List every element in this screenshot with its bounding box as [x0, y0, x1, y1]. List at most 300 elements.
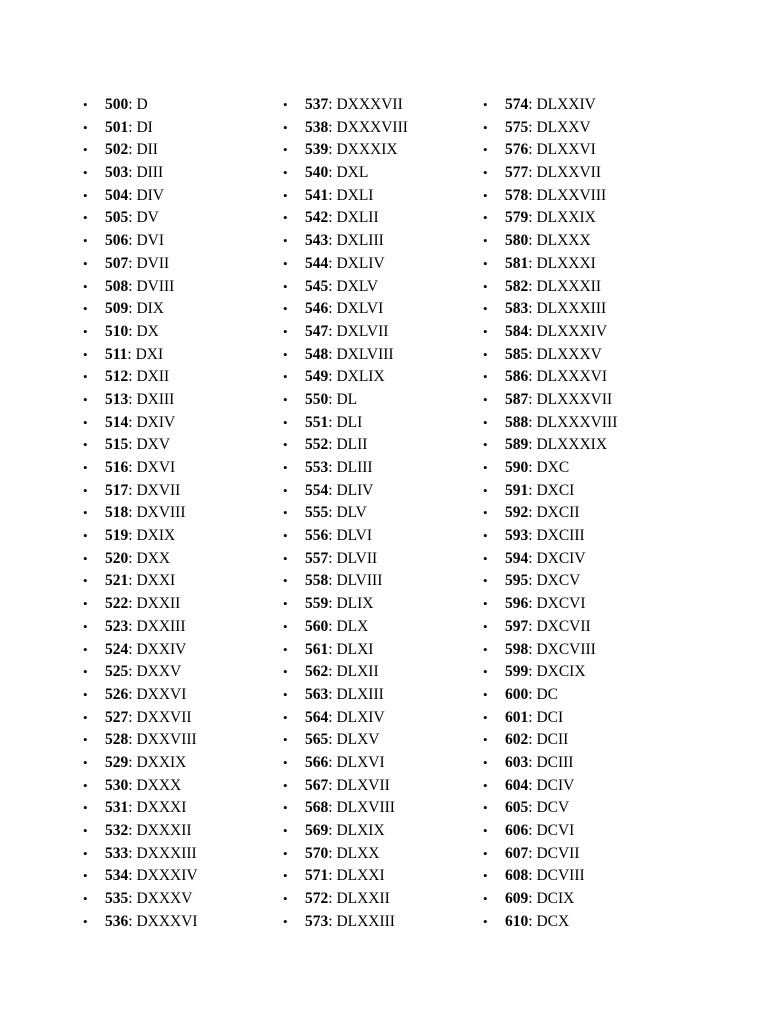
- roman-numeral: DXXIV: [136, 640, 187, 658]
- roman-numeral: DXLIII: [336, 232, 384, 250]
- roman-numeral: DIV: [136, 186, 164, 204]
- arabic-number: 532: [105, 822, 129, 839]
- roman-numeral: DXLVII: [336, 322, 389, 340]
- arabic-number: 501: [105, 118, 129, 136]
- separator: :: [328, 527, 337, 545]
- list-item: [483, 230, 617, 253]
- separator: :: [528, 254, 537, 272]
- list-item: [83, 276, 198, 299]
- separator: :: [128, 141, 137, 159]
- bullet-icon: •: [83, 686, 88, 702]
- separator: :: [528, 186, 537, 204]
- arabic-number: 566: [305, 753, 329, 771]
- separator: :: [128, 413, 137, 431]
- separator: :: [128, 390, 137, 408]
- separator: :: [328, 368, 337, 386]
- separator: :: [128, 867, 137, 885]
- roman-numeral: DXVIII: [136, 504, 186, 522]
- roman-numeral: DXLI: [336, 186, 374, 204]
- list-item: [483, 820, 617, 843]
- arabic-number: 590: [505, 459, 529, 476]
- roman-numeral: DXI: [135, 345, 164, 363]
- list-item: [483, 593, 617, 616]
- list-item: [483, 434, 617, 457]
- bullet-icon: •: [283, 165, 288, 181]
- arabic-number: 588: [505, 413, 529, 431]
- roman-numeral: DXXXV: [136, 890, 193, 908]
- bullet-icon: •: [83, 664, 88, 680]
- list-item: [283, 502, 408, 525]
- list-item: [483, 911, 617, 934]
- separator: :: [328, 799, 337, 817]
- separator: :: [128, 663, 137, 681]
- arabic-number: 578: [505, 186, 529, 204]
- bullet-icon: •: [483, 255, 488, 271]
- bullet-icon: •: [283, 505, 288, 521]
- list-item: [83, 911, 198, 934]
- list-item: [483, 888, 617, 911]
- list-item: [483, 276, 617, 299]
- roman-numeral: DVIII: [136, 277, 175, 295]
- roman-numeral: DI: [136, 118, 153, 136]
- roman-numeral: DXVI: [136, 459, 176, 476]
- arabic-number: 518: [105, 504, 129, 522]
- separator: :: [528, 572, 537, 590]
- bullet-icon: •: [283, 414, 288, 430]
- roman-numeral: DLXV: [336, 731, 380, 749]
- arabic-number: 591: [505, 481, 529, 499]
- arabic-number: 535: [105, 890, 129, 908]
- roman-numeral: DLXXVII: [536, 164, 602, 182]
- bullet-icon: •: [83, 391, 88, 407]
- list-item: [283, 253, 408, 276]
- roman-numeral: DXLVI: [336, 300, 384, 318]
- separator: :: [328, 209, 337, 227]
- separator: :: [128, 617, 137, 635]
- list-item: [483, 457, 617, 480]
- roman-numeral: DXXIX: [136, 753, 187, 771]
- bullet-icon: •: [483, 754, 488, 770]
- separator: :: [528, 96, 537, 113]
- separator: :: [328, 232, 337, 250]
- arabic-number: 536: [105, 912, 129, 930]
- bullet-icon: •: [283, 119, 288, 135]
- separator: :: [528, 164, 537, 182]
- bullet-icon: •: [83, 369, 88, 385]
- separator: :: [328, 300, 337, 318]
- list-item: [483, 661, 617, 684]
- list-item: [83, 434, 198, 457]
- arabic-number: 509: [105, 300, 129, 318]
- roman-numeral: DLIV: [336, 481, 374, 499]
- separator: :: [528, 368, 537, 386]
- arabic-number: 552: [305, 436, 329, 454]
- bullet-icon: •: [283, 278, 288, 294]
- roman-numeral: DXLII: [336, 209, 379, 227]
- bullet-icon: •: [283, 618, 288, 634]
- bullet-icon: •: [483, 891, 488, 907]
- roman-numeral: DXLIV: [336, 254, 385, 272]
- list-item: [283, 661, 408, 684]
- bullet-icon: •: [483, 709, 488, 725]
- separator: :: [528, 459, 537, 476]
- separator: :: [328, 413, 337, 431]
- arabic-number: 601: [505, 708, 529, 726]
- arabic-number: 592: [505, 504, 529, 522]
- roman-numeral: DXVII: [136, 481, 181, 499]
- arabic-number: 558: [305, 572, 329, 590]
- separator: :: [528, 549, 537, 567]
- roman-numeral: DCIV: [536, 776, 575, 794]
- list-item: [483, 639, 617, 662]
- separator: :: [128, 232, 137, 250]
- arabic-number: 510: [105, 322, 129, 340]
- list-item: [283, 412, 408, 435]
- arabic-number: 533: [105, 844, 129, 862]
- arabic-number: 505: [105, 209, 129, 227]
- roman-numeral: DXLIX: [336, 368, 385, 386]
- separator: :: [328, 685, 337, 703]
- roman-numeral: DXV: [136, 436, 171, 454]
- arabic-number: 555: [305, 504, 329, 522]
- bullet-icon: •: [83, 800, 88, 816]
- roman-numeral: DXC: [536, 459, 570, 476]
- bullet-icon: •: [483, 165, 488, 181]
- arabic-number: 503: [105, 164, 129, 182]
- bullet-icon: •: [283, 550, 288, 566]
- list-item: [483, 684, 617, 707]
- separator: :: [528, 663, 537, 681]
- roman-numeral: DXXV: [136, 663, 182, 681]
- arabic-number: 519: [105, 527, 129, 545]
- arabic-number: 598: [505, 640, 529, 658]
- roman-numeral: DIX: [136, 300, 164, 318]
- list-item: [83, 820, 198, 843]
- list-item: [83, 207, 198, 230]
- bullet-icon: •: [283, 573, 288, 589]
- separator: :: [128, 822, 137, 839]
- bullet-icon: •: [483, 460, 488, 475]
- list-item: [283, 298, 408, 321]
- separator: :: [328, 844, 337, 862]
- roman-numeral: DLXII: [336, 663, 379, 681]
- list-item: [483, 480, 617, 503]
- separator: :: [528, 595, 537, 613]
- list-item: [283, 797, 408, 820]
- list-item: [483, 389, 617, 412]
- separator: :: [328, 753, 337, 771]
- bullet-icon: •: [283, 482, 288, 498]
- roman-numeral: DXXXVIII: [336, 118, 408, 136]
- roman-numeral: DLXXXIII: [536, 300, 607, 318]
- separator: :: [128, 844, 137, 862]
- bullet-icon: •: [283, 460, 288, 475]
- list-item: [483, 570, 617, 593]
- separator: :: [128, 912, 137, 930]
- separator: :: [328, 118, 337, 136]
- roman-numeral: DII: [136, 141, 158, 159]
- roman-numeral-list-column-1: [83, 94, 198, 933]
- separator: :: [328, 731, 337, 749]
- roman-numeral: DXII: [136, 368, 170, 386]
- bullet-icon: •: [483, 845, 488, 861]
- list-item: [483, 752, 617, 775]
- list-item: [283, 616, 408, 639]
- bullet-icon: •: [283, 868, 288, 884]
- separator: :: [128, 685, 137, 703]
- list-item: [483, 843, 617, 866]
- bullet-icon: •: [483, 369, 488, 385]
- roman-numeral: DXIII: [136, 390, 175, 408]
- bullet-icon: •: [283, 913, 288, 929]
- arabic-number: 545: [305, 277, 329, 295]
- roman-numeral: DXXX: [136, 776, 182, 794]
- bullet-icon: •: [83, 460, 88, 475]
- arabic-number: 511: [105, 345, 128, 363]
- bullet-icon: •: [283, 777, 288, 793]
- separator: :: [128, 300, 137, 318]
- arabic-number: 524: [105, 640, 129, 658]
- roman-numeral-list-column-3: [483, 94, 617, 933]
- arabic-number: 528: [105, 731, 129, 749]
- list-item: [283, 888, 408, 911]
- separator: :: [328, 96, 337, 113]
- separator: :: [328, 459, 337, 476]
- list-item: [483, 525, 617, 548]
- separator: :: [528, 617, 537, 635]
- separator: :: [328, 141, 337, 159]
- arabic-number: 579: [505, 209, 529, 227]
- roman-numeral: DXCIX: [536, 663, 586, 681]
- separator: :: [328, 481, 337, 499]
- bullet-icon: •: [483, 823, 488, 838]
- list-item: [83, 639, 198, 662]
- roman-numeral: DCX: [536, 912, 570, 930]
- arabic-number: 599: [505, 663, 529, 681]
- list-item: [283, 94, 408, 117]
- roman-numeral: DL: [336, 390, 358, 408]
- bullet-icon: •: [283, 686, 288, 702]
- list-item: [283, 139, 408, 162]
- bullet-icon: •: [283, 641, 288, 657]
- roman-numeral: DLXXV: [536, 118, 591, 136]
- arabic-number: 610: [505, 912, 529, 930]
- bullet-icon: •: [483, 913, 488, 929]
- roman-numeral: DV: [136, 209, 159, 227]
- roman-numeral: DXXXIV: [136, 867, 198, 885]
- list-item: [483, 797, 617, 820]
- arabic-number: 553: [305, 459, 329, 476]
- bullet-icon: •: [83, 641, 88, 657]
- separator: :: [128, 164, 137, 182]
- arabic-number: 550: [305, 390, 329, 408]
- bullet-icon: •: [483, 505, 488, 521]
- arabic-number: 522: [105, 595, 129, 613]
- bullet-icon: •: [483, 210, 488, 226]
- arabic-number: 589: [505, 436, 529, 454]
- arabic-number: 547: [305, 322, 329, 340]
- list-item: [283, 593, 408, 616]
- list-item: [83, 139, 198, 162]
- arabic-number: 586: [505, 368, 529, 386]
- bullet-icon: •: [83, 777, 88, 793]
- roman-numeral: DXL: [336, 164, 369, 182]
- separator: :: [328, 390, 337, 408]
- bullet-icon: •: [483, 573, 488, 589]
- bullet-icon: •: [483, 777, 488, 793]
- list-item: [83, 570, 198, 593]
- list-item: [83, 843, 198, 866]
- bullet-icon: •: [283, 210, 288, 226]
- separator: :: [128, 436, 137, 454]
- arabic-number: 546: [305, 300, 329, 318]
- arabic-number: 515: [105, 436, 129, 454]
- list-item: [283, 752, 408, 775]
- arabic-number: 554: [305, 481, 329, 499]
- arabic-number: 538: [305, 118, 329, 136]
- arabic-number: 593: [505, 527, 529, 545]
- list-item: [283, 366, 408, 389]
- bullet-icon: •: [83, 891, 88, 907]
- arabic-number: 605: [505, 799, 529, 817]
- separator: :: [328, 708, 337, 726]
- list-item: [83, 502, 198, 525]
- bullet-icon: •: [483, 641, 488, 657]
- roman-numeral: DXXXIII: [136, 844, 197, 862]
- roman-numeral: DLVI: [336, 527, 373, 545]
- roman-numeral: DLXXVI: [536, 141, 596, 159]
- separator: :: [328, 345, 337, 363]
- roman-numeral: DLX: [336, 617, 369, 635]
- bullet-icon: •: [83, 278, 88, 294]
- list-item: [83, 457, 198, 480]
- roman-numeral: DCVI: [536, 822, 575, 839]
- roman-numeral: DVII: [136, 254, 170, 272]
- list-item: [83, 888, 198, 911]
- list-item: [283, 162, 408, 185]
- arabic-number: 609: [505, 890, 529, 908]
- list-item: [83, 298, 198, 321]
- arabic-number: 548: [305, 345, 329, 363]
- roman-numeral: DXCVIII: [536, 640, 596, 658]
- bullet-icon: •: [83, 482, 88, 498]
- separator: :: [528, 232, 537, 250]
- arabic-number: 523: [105, 617, 129, 635]
- arabic-number: 594: [505, 549, 529, 567]
- list-item: [83, 162, 198, 185]
- roman-numeral: DXXIII: [136, 617, 186, 635]
- roman-numeral: DLV: [336, 504, 367, 522]
- list-item: [83, 321, 198, 344]
- list-item: [283, 639, 408, 662]
- bullet-icon: •: [483, 800, 488, 816]
- bullet-icon: •: [283, 709, 288, 725]
- bullet-icon: •: [283, 369, 288, 385]
- bullet-icon: •: [83, 97, 88, 112]
- list-item: [483, 253, 617, 276]
- list-item: [483, 707, 617, 730]
- list-item: [483, 775, 617, 798]
- arabic-number: 527: [105, 708, 129, 726]
- roman-numeral: DLXIX: [336, 822, 385, 839]
- bullet-icon: •: [483, 868, 488, 884]
- separator: :: [128, 277, 137, 295]
- separator: :: [328, 436, 337, 454]
- list-item: [283, 548, 408, 571]
- roman-numeral-list-column-2: [283, 94, 408, 933]
- list-item: [83, 412, 198, 435]
- roman-numeral: DXCIII: [536, 527, 585, 545]
- arabic-number: 577: [505, 164, 529, 182]
- roman-numeral: DXCVII: [536, 617, 591, 635]
- arabic-number: 549: [305, 368, 329, 386]
- arabic-number: 581: [505, 254, 529, 272]
- arabic-number: 563: [305, 685, 329, 703]
- separator: :: [128, 776, 137, 794]
- arabic-number: 541: [305, 186, 329, 204]
- separator: :: [328, 912, 337, 930]
- arabic-number: 571: [305, 867, 329, 885]
- list-item: [283, 570, 408, 593]
- arabic-number: 564: [305, 708, 329, 726]
- list-item: [483, 502, 617, 525]
- arabic-number: 557: [305, 549, 329, 567]
- bullet-icon: •: [283, 800, 288, 816]
- separator: :: [528, 753, 537, 771]
- list-item: [83, 366, 198, 389]
- list-item: [283, 865, 408, 888]
- arabic-number: 543: [305, 232, 329, 250]
- list-item: [283, 707, 408, 730]
- roman-numeral: DXXXVII: [336, 96, 403, 113]
- roman-numeral: DLXIV: [336, 708, 385, 726]
- separator: :: [128, 753, 137, 771]
- arabic-number: 529: [105, 753, 129, 771]
- bullet-icon: •: [483, 550, 488, 566]
- bullet-icon: •: [283, 891, 288, 907]
- arabic-number: 604: [505, 776, 529, 794]
- separator: :: [128, 640, 137, 658]
- separator: :: [328, 595, 337, 613]
- arabic-number: 585: [505, 345, 529, 363]
- separator: :: [128, 572, 137, 590]
- separator: :: [328, 617, 337, 635]
- arabic-number: 597: [505, 617, 529, 635]
- list-item: [483, 616, 617, 639]
- bullet-icon: •: [83, 437, 88, 453]
- bullet-icon: •: [83, 550, 88, 566]
- bullet-icon: •: [83, 754, 88, 770]
- bullet-icon: •: [483, 142, 488, 158]
- arabic-number: 542: [305, 209, 329, 227]
- bullet-icon: •: [283, 664, 288, 680]
- list-item: [283, 185, 408, 208]
- separator: :: [528, 912, 537, 930]
- arabic-number: 584: [505, 322, 529, 340]
- separator: :: [128, 890, 137, 908]
- bullet-icon: •: [483, 391, 488, 407]
- arabic-number: 560: [305, 617, 329, 635]
- arabic-number: 576: [505, 141, 529, 159]
- bullet-icon: •: [83, 346, 88, 362]
- list-item: [483, 865, 617, 888]
- list-item: [283, 321, 408, 344]
- list-item: [483, 139, 617, 162]
- roman-numeral: DVI: [136, 232, 164, 250]
- bullet-icon: •: [83, 165, 88, 181]
- roman-numeral: DXX: [136, 549, 171, 567]
- arabic-number: 607: [505, 844, 529, 862]
